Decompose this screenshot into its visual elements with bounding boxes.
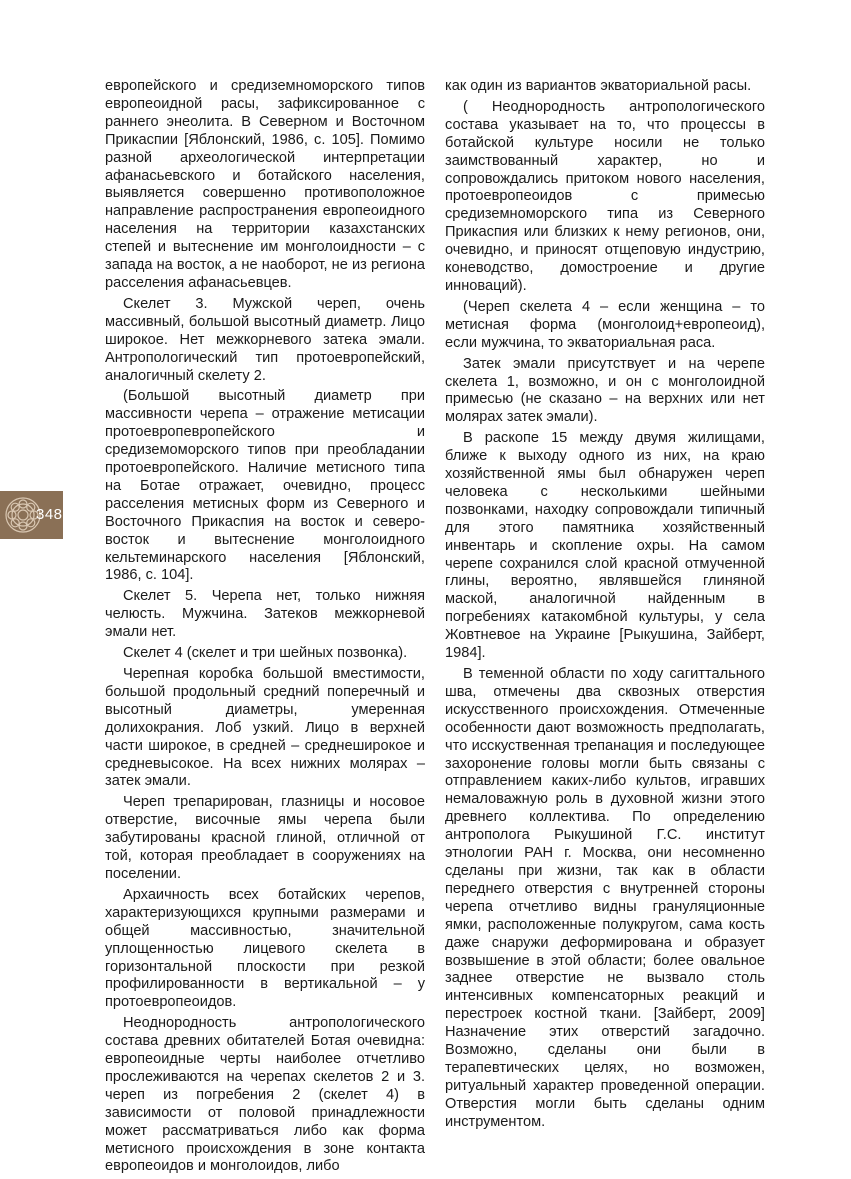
paragraph: ( Неоднородность антропологического состава указывает на то, что процессы в ботайской культуре носили не только заимствованный характер, но и сопровождались притоком нового населения, протоевропеоидов с примесью средиземноморского типа из Северного Прикаспия или близких к нему регионов, они, очевидно, и приносят отщеповую индустрию, коневодство, домостроение и другие инноваций). bbox=[445, 98, 765, 294]
paragraph: Скелет 5. Черепа нет, только нижняя челюсть. Мужчина. Затеков межкорневой эмали нет. bbox=[105, 588, 425, 641]
paragraph: Скелет 3. Мужской череп, очень массивный, большой высотный диаметр. Лицо широкое. Нет межкорневого затека эмали. Антропологический тип протоевропейский, аналогичный скелету 2. bbox=[105, 295, 425, 384]
paragraph: как один из вариантов экваториальной расы. bbox=[445, 78, 752, 94]
paragraph: Неоднородность антропологического состава древних обитателей Ботая очевидна: европеоидные черты наиболее отчетливо прослеживаются на черепах скелетов 2 и 3. череп из погребения 2 (скелет 4) в зависимости от половой принадлежности может рассматриваться либо как форма метисного происхождения в зоне контакта европеоидов и монголоидов, либо bbox=[105, 1015, 425, 1175]
right-text-column bbox=[445, 78, 765, 1135]
left-text-column bbox=[105, 78, 425, 1179]
paragraph: Затек эмали присутствует и на черепе скелета 1, возможно, и он с монголоидной примесью (не сказано – на верхних или нет молярах затек эмали). bbox=[445, 355, 765, 426]
paragraph: В раскопе 15 между двумя жилищами, ближе к выходу одного из них, на краю хозяйственной ямы был обнаружен череп человека с несколькими шейными позвонками, находку сопровождали типичный для этого памятника хозяйственный инвентарь и скопление охры. На самом черепе сохранился слой красной отмученной глины, вероятно, являвшейся глиняной маской, аналогичной найденным в погребениях катакомбной культуры, у села Жовтневое на Украине [Рыкушина, Зайберт, 1984]. bbox=[445, 430, 765, 662]
paragraph: (Большой высотный диаметр при массивности черепа – отражение метисации протоевропевропейского и средиземоморского типов при преобладании протоевропейского. Наличие метисного типа на Ботае отражает, очевидно, процесс расселения метисных форм из Северного и Восточного Прикаспия на восток и северо-восток и вытеснение монголоидного кельтеминарского населения [Яблонский, 1986, с. 104]. bbox=[105, 388, 425, 584]
paragraph: Архаичность всех ботайских черепов, характеризующихся крупными размерами и общей массивностью, значительной уплощенностью лицевого скелета в горизонтальной плоскости при резкой профилированности в вертикальной – у протоевропеоидов. bbox=[105, 886, 425, 1011]
paragraph: европейского и средиземноморского типов европеоидной расы, зафиксированное с раннего энеолита. В Северном и Восточном Прикаспии [Яблонский, 1986, с. 105]. Помимо разной археологической интерпретации афанасьевского и ботайского населения, выявляется совершенно противоположное направление распространения европеоидного населения на территории казахстанских степей и вытеснение им монголоидности – с запада на восток, а не наоборот, не из региона расселения афанасьевцев. bbox=[105, 78, 425, 291]
paragraph: (Череп скелета 4 – если женщина – то метисная форма (монголоид+европеоид), если мужчина, то экваториальная раса. bbox=[445, 298, 765, 351]
paragraph: Черепная коробка большой вместимости, большой продольный средний поперечный и высотный диаметры, умеренная долихокрания. Лоб узкий. Лицо в верхней части широкое, в средней – среднеширокое и средневысокое. На всех нижних молярах – затек эмали. bbox=[105, 666, 425, 790]
paragraph: В теменной области по ходу сагиттального шва, отмечены два сквозных отверстия искусственного происхождения. Отмеченные особенности дают возможность предполагать, что исскуственная трепанация и последующее захоронение головы могли быть связаны с отправлением каких-либо культов, игравших немаловажную роль в духовной жизни этого древнего коллектива. По определению антрополога Рыкушиной Г.С. институт этнологии РАН г. Москва, они несомненно сделаны при жизни, так как в области переднего отверстия с внутренней стороны черепа отчетливо видны грануляционные ямки, расположенные полукругом, сама кость даже снаружи деформирована и образует возвышение в этой области; более овальное заднее отверстие не вызвало столь интенсивных компенсаторных реакций и перестроек костной ткани. [Зайберт, 2009] Назначение этих отверстий загадочно. Возможно, сделаны они были в терапевтических целях, но возможен, ритуальный характер проведенной операции. Отверстия могли быть сделаны одним инструментом. bbox=[445, 666, 765, 1130]
page-number: 348 bbox=[36, 506, 63, 523]
paragraph: Скелет 4 (скелет и три шейных позвонка). bbox=[123, 645, 408, 662]
paragraph: Череп трепарирован, глазницы и носовое отверстие, височные ямы черепа были забутированы красной глиной, отличной от той, которая преобладает в сооружениях на поселении. bbox=[105, 794, 425, 882]
